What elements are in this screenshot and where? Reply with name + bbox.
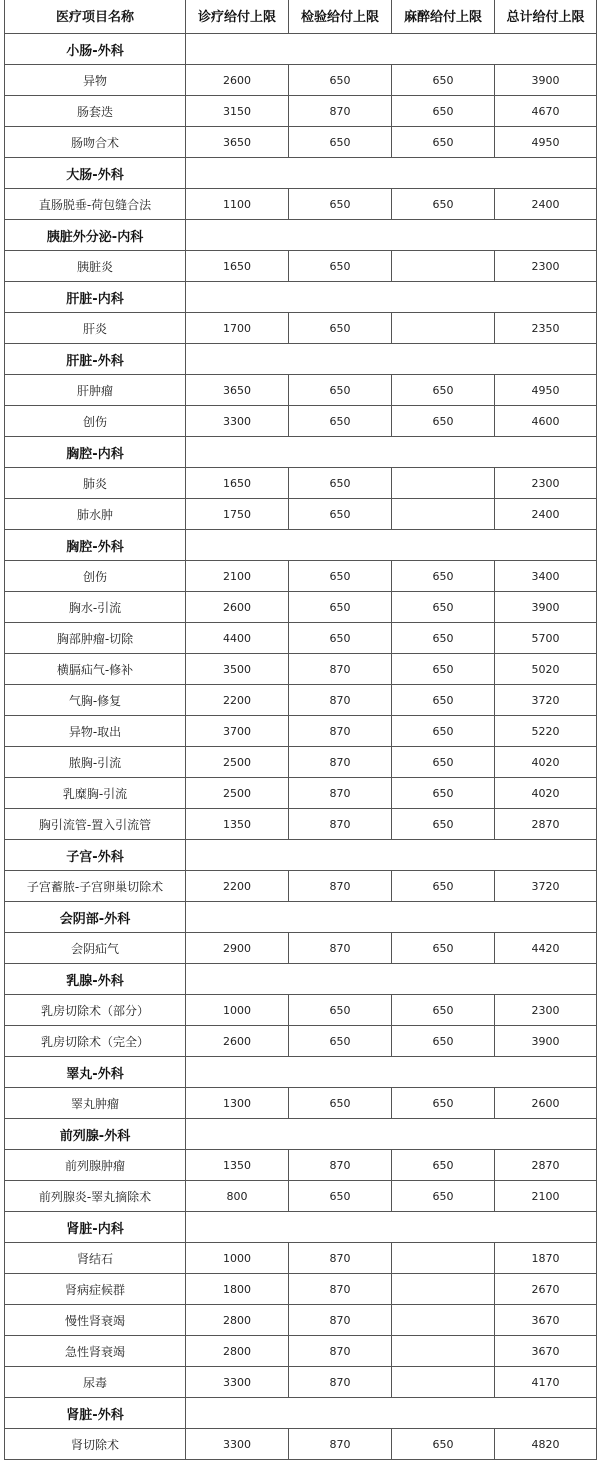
- exam-limit-cell: 650: [289, 1181, 392, 1212]
- item-name-cell: 肠吻合术: [5, 127, 186, 158]
- table-row: [5, 406, 597, 437]
- table-row: [5, 1367, 597, 1398]
- anesthesia-limit-cell: [392, 251, 495, 282]
- total-limit-cell: 3720: [495, 685, 597, 716]
- exam-limit-cell: 870: [289, 747, 392, 778]
- header-exam-limit: 检验给付上限: [289, 0, 392, 34]
- section-row: [5, 1057, 597, 1088]
- treatment-limit-cell: 2600: [186, 1026, 289, 1057]
- item-name-cell: 气胸-修复: [5, 685, 186, 716]
- exam-limit-cell: 870: [289, 871, 392, 902]
- anesthesia-limit-cell: [392, 313, 495, 344]
- table-row: [5, 654, 597, 685]
- item-name-cell: 睪丸肿瘤: [5, 1088, 186, 1119]
- table-row: [5, 592, 597, 623]
- treatment-limit-cell: 3300: [186, 406, 289, 437]
- item-name-cell: 创伤: [5, 561, 186, 592]
- total-limit-cell: 4020: [495, 778, 597, 809]
- section-filler: [186, 220, 597, 251]
- treatment-limit-cell: 3150: [186, 96, 289, 127]
- anesthesia-limit-cell: [392, 1336, 495, 1367]
- exam-limit-cell: 870: [289, 1336, 392, 1367]
- section-filler: [186, 1398, 597, 1429]
- exam-limit-cell: 870: [289, 685, 392, 716]
- anesthesia-limit-cell: 650: [392, 654, 495, 685]
- exam-limit-cell: 650: [289, 406, 392, 437]
- item-name-cell: 乳糜胸-引流: [5, 778, 186, 809]
- anesthesia-limit-cell: 650: [392, 685, 495, 716]
- section-row: [5, 282, 597, 313]
- treatment-limit-cell: 2500: [186, 747, 289, 778]
- total-limit-cell: 3720: [495, 871, 597, 902]
- section-title: 胰脏外分泌-内科: [5, 220, 186, 251]
- anesthesia-limit-cell: 650: [392, 871, 495, 902]
- item-name-cell: 肾结石: [5, 1243, 186, 1274]
- item-name-cell: 肺水肿: [5, 499, 186, 530]
- total-limit-cell: 5220: [495, 716, 597, 747]
- anesthesia-limit-cell: 650: [392, 1429, 495, 1460]
- section-row: [5, 530, 597, 561]
- section-row: [5, 1119, 597, 1150]
- exam-limit-cell: 650: [289, 375, 392, 406]
- total-limit-cell: 4600: [495, 406, 597, 437]
- total-limit-cell: 4950: [495, 127, 597, 158]
- section-row: [5, 34, 597, 65]
- treatment-limit-cell: 4400: [186, 623, 289, 654]
- total-limit-cell: 4950: [495, 375, 597, 406]
- section-filler: [186, 1057, 597, 1088]
- section-filler: [186, 530, 597, 561]
- total-limit-cell: 2670: [495, 1274, 597, 1305]
- anesthesia-limit-cell: 650: [392, 995, 495, 1026]
- total-limit-cell: 4820: [495, 1429, 597, 1460]
- total-limit-cell: 4420: [495, 933, 597, 964]
- header-item-name: 医疗项目名称: [5, 0, 186, 34]
- total-limit-cell: 2400: [495, 189, 597, 220]
- table-row: [5, 1429, 597, 1460]
- total-limit-cell: 3670: [495, 1305, 597, 1336]
- header-anesthesia-limit: 麻醉给付上限: [392, 0, 495, 34]
- treatment-limit-cell: 1750: [186, 499, 289, 530]
- exam-limit-cell: 650: [289, 623, 392, 654]
- total-limit-cell: 2600: [495, 1088, 597, 1119]
- total-limit-cell: 3900: [495, 1026, 597, 1057]
- exam-limit-cell: 870: [289, 96, 392, 127]
- anesthesia-limit-cell: 650: [392, 127, 495, 158]
- section-title: 大肠-外科: [5, 158, 186, 189]
- section-filler: [186, 344, 597, 375]
- table-row: [5, 778, 597, 809]
- section-title: 小肠-外科: [5, 34, 186, 65]
- treatment-limit-cell: 1700: [186, 313, 289, 344]
- item-name-cell: 创伤: [5, 406, 186, 437]
- anesthesia-limit-cell: 650: [392, 747, 495, 778]
- table-row: [5, 716, 597, 747]
- section-filler: [186, 1212, 597, 1243]
- anesthesia-limit-cell: 650: [392, 809, 495, 840]
- treatment-limit-cell: 1100: [186, 189, 289, 220]
- total-limit-cell: 4020: [495, 747, 597, 778]
- table-row: [5, 1274, 597, 1305]
- exam-limit-cell: 870: [289, 1274, 392, 1305]
- treatment-limit-cell: 2600: [186, 592, 289, 623]
- treatment-limit-cell: 2100: [186, 561, 289, 592]
- exam-limit-cell: 870: [289, 1150, 392, 1181]
- table-row: [5, 747, 597, 778]
- section-title: 子宫-外科: [5, 840, 186, 871]
- exam-limit-cell: 650: [289, 251, 392, 282]
- anesthesia-limit-cell: [392, 499, 495, 530]
- table-row: [5, 375, 597, 406]
- section-title: 前列腺-外科: [5, 1119, 186, 1150]
- treatment-limit-cell: 3700: [186, 716, 289, 747]
- anesthesia-limit-cell: [392, 1367, 495, 1398]
- treatment-limit-cell: 2900: [186, 933, 289, 964]
- table-header-row: [5, 0, 597, 34]
- treatment-limit-cell: 1800: [186, 1274, 289, 1305]
- section-filler: [186, 1119, 597, 1150]
- section-row: [5, 220, 597, 251]
- section-row: [5, 1212, 597, 1243]
- exam-limit-cell: 650: [289, 65, 392, 96]
- anesthesia-limit-cell: [392, 1274, 495, 1305]
- table-row: [5, 1150, 597, 1181]
- anesthesia-limit-cell: 650: [392, 592, 495, 623]
- section-filler: [186, 840, 597, 871]
- table-row: [5, 1305, 597, 1336]
- table-row: [5, 623, 597, 654]
- treatment-limit-cell: 2800: [186, 1305, 289, 1336]
- exam-limit-cell: 870: [289, 778, 392, 809]
- total-limit-cell: 3900: [495, 65, 597, 96]
- item-name-cell: 急性肾衰竭: [5, 1336, 186, 1367]
- table-row: [5, 1181, 597, 1212]
- section-title: 胸腔-内科: [5, 437, 186, 468]
- table-row: [5, 933, 597, 964]
- item-name-cell: 异物: [5, 65, 186, 96]
- treatment-limit-cell: 3300: [186, 1429, 289, 1460]
- table-row: [5, 189, 597, 220]
- exam-limit-cell: 650: [289, 561, 392, 592]
- anesthesia-limit-cell: 650: [392, 189, 495, 220]
- treatment-limit-cell: 800: [186, 1181, 289, 1212]
- treatment-limit-cell: 1650: [186, 251, 289, 282]
- anesthesia-limit-cell: 650: [392, 1088, 495, 1119]
- item-name-cell: 肺炎: [5, 468, 186, 499]
- treatment-limit-cell: 1000: [186, 995, 289, 1026]
- table-row: [5, 1243, 597, 1274]
- section-row: [5, 344, 597, 375]
- treatment-limit-cell: 1000: [186, 1243, 289, 1274]
- anesthesia-limit-cell: 650: [392, 1181, 495, 1212]
- item-name-cell: 肾病症候群: [5, 1274, 186, 1305]
- exam-limit-cell: 870: [289, 1305, 392, 1336]
- exam-limit-cell: 870: [289, 1367, 392, 1398]
- treatment-limit-cell: 1300: [186, 1088, 289, 1119]
- item-name-cell: 前列腺肿瘤: [5, 1150, 186, 1181]
- table-row: [5, 499, 597, 530]
- anesthesia-limit-cell: 650: [392, 561, 495, 592]
- item-name-cell: 胸水-引流: [5, 592, 186, 623]
- treatment-limit-cell: 3650: [186, 127, 289, 158]
- exam-limit-cell: 870: [289, 933, 392, 964]
- item-name-cell: 会阴疝气: [5, 933, 186, 964]
- anesthesia-limit-cell: 650: [392, 65, 495, 96]
- total-limit-cell: 4170: [495, 1367, 597, 1398]
- exam-limit-cell: 650: [289, 313, 392, 344]
- item-name-cell: 胰脏炎: [5, 251, 186, 282]
- anesthesia-limit-cell: 650: [392, 1150, 495, 1181]
- anesthesia-limit-cell: 650: [392, 406, 495, 437]
- table-row: [5, 685, 597, 716]
- section-title: 肾脏-外科: [5, 1398, 186, 1429]
- item-name-cell: 直肠脱垂-荷包缝合法: [5, 189, 186, 220]
- section-title: 肾脏-内科: [5, 1212, 186, 1243]
- anesthesia-limit-cell: 650: [392, 1026, 495, 1057]
- table-row: [5, 1336, 597, 1367]
- treatment-limit-cell: 1350: [186, 1150, 289, 1181]
- treatment-limit-cell: 2600: [186, 65, 289, 96]
- section-title: 乳腺-外科: [5, 964, 186, 995]
- exam-limit-cell: 650: [289, 1026, 392, 1057]
- section-title: 肝脏-外科: [5, 344, 186, 375]
- exam-limit-cell: 650: [289, 189, 392, 220]
- section-filler: [186, 437, 597, 468]
- table-row: [5, 561, 597, 592]
- total-limit-cell: 1870: [495, 1243, 597, 1274]
- section-title: 胸腔-外科: [5, 530, 186, 561]
- table-row: [5, 809, 597, 840]
- coverage-table: [4, 0, 597, 1460]
- item-name-cell: 胸部肿瘤-切除: [5, 623, 186, 654]
- table-row: [5, 468, 597, 499]
- anesthesia-limit-cell: 650: [392, 96, 495, 127]
- exam-limit-cell: 650: [289, 127, 392, 158]
- treatment-limit-cell: 2200: [186, 685, 289, 716]
- treatment-limit-cell: 1650: [186, 468, 289, 499]
- anesthesia-limit-cell: [392, 468, 495, 499]
- item-name-cell: 横膈疝气-修补: [5, 654, 186, 685]
- anesthesia-limit-cell: [392, 1305, 495, 1336]
- total-limit-cell: 5700: [495, 623, 597, 654]
- item-name-cell: 乳房切除术（部分）: [5, 995, 186, 1026]
- total-limit-cell: 3670: [495, 1336, 597, 1367]
- anesthesia-limit-cell: 650: [392, 716, 495, 747]
- section-row: [5, 840, 597, 871]
- item-name-cell: 肝肿瘤: [5, 375, 186, 406]
- total-limit-cell: 2300: [495, 251, 597, 282]
- table-row: [5, 65, 597, 96]
- exam-limit-cell: 870: [289, 809, 392, 840]
- treatment-limit-cell: 3300: [186, 1367, 289, 1398]
- treatment-limit-cell: 2200: [186, 871, 289, 902]
- treatment-limit-cell: 3500: [186, 654, 289, 685]
- section-filler: [186, 282, 597, 313]
- section-title: 肝脏-内科: [5, 282, 186, 313]
- treatment-limit-cell: 1350: [186, 809, 289, 840]
- anesthesia-limit-cell: 650: [392, 623, 495, 654]
- item-name-cell: 子宫蓄脓-子宫卵巢切除术: [5, 871, 186, 902]
- table-row: [5, 995, 597, 1026]
- section-row: [5, 964, 597, 995]
- item-name-cell: 脓胸-引流: [5, 747, 186, 778]
- exam-limit-cell: 870: [289, 1243, 392, 1274]
- exam-limit-cell: 870: [289, 654, 392, 685]
- total-limit-cell: 3900: [495, 592, 597, 623]
- exam-limit-cell: 650: [289, 995, 392, 1026]
- total-limit-cell: 2300: [495, 995, 597, 1026]
- item-name-cell: 肠套迭: [5, 96, 186, 127]
- total-limit-cell: 2400: [495, 499, 597, 530]
- section-title: 睪丸-外科: [5, 1057, 186, 1088]
- total-limit-cell: 2870: [495, 1150, 597, 1181]
- treatment-limit-cell: 2500: [186, 778, 289, 809]
- section-filler: [186, 902, 597, 933]
- exam-limit-cell: 870: [289, 716, 392, 747]
- treatment-limit-cell: 3650: [186, 375, 289, 406]
- header-treatment-limit: 诊疗给付上限: [186, 0, 289, 34]
- total-limit-cell: 2870: [495, 809, 597, 840]
- table-row: [5, 127, 597, 158]
- section-filler: [186, 34, 597, 65]
- item-name-cell: 肝炎: [5, 313, 186, 344]
- exam-limit-cell: 650: [289, 499, 392, 530]
- total-limit-cell: 2100: [495, 1181, 597, 1212]
- anesthesia-limit-cell: [392, 1243, 495, 1274]
- total-limit-cell: 2350: [495, 313, 597, 344]
- item-name-cell: 肾切除术: [5, 1429, 186, 1460]
- anesthesia-limit-cell: 650: [392, 778, 495, 809]
- table-row: [5, 1088, 597, 1119]
- section-filler: [186, 964, 597, 995]
- total-limit-cell: 3400: [495, 561, 597, 592]
- header-total-limit: 总计给付上限: [495, 0, 597, 34]
- section-row: [5, 437, 597, 468]
- section-row: [5, 158, 597, 189]
- anesthesia-limit-cell: 650: [392, 933, 495, 964]
- table-row: [5, 871, 597, 902]
- section-row: [5, 1398, 597, 1429]
- table-row: [5, 96, 597, 127]
- exam-limit-cell: 650: [289, 592, 392, 623]
- item-name-cell: 乳房切除术（完全）: [5, 1026, 186, 1057]
- total-limit-cell: 2300: [495, 468, 597, 499]
- section-title: 会阴部-外科: [5, 902, 186, 933]
- item-name-cell: 前列腺炎-睪丸摘除术: [5, 1181, 186, 1212]
- anesthesia-limit-cell: 650: [392, 375, 495, 406]
- table-row: [5, 251, 597, 282]
- item-name-cell: 慢性肾衰竭: [5, 1305, 186, 1336]
- section-row: [5, 902, 597, 933]
- item-name-cell: 异物-取出: [5, 716, 186, 747]
- table-row: [5, 313, 597, 344]
- table-body: [5, 0, 597, 1460]
- exam-limit-cell: 650: [289, 468, 392, 499]
- total-limit-cell: 4670: [495, 96, 597, 127]
- exam-limit-cell: 870: [289, 1429, 392, 1460]
- item-name-cell: 尿毒: [5, 1367, 186, 1398]
- treatment-limit-cell: 2800: [186, 1336, 289, 1367]
- exam-limit-cell: 650: [289, 1088, 392, 1119]
- section-filler: [186, 158, 597, 189]
- item-name-cell: 胸引流管-置入引流管: [5, 809, 186, 840]
- total-limit-cell: 5020: [495, 654, 597, 685]
- table-row: [5, 1026, 597, 1057]
